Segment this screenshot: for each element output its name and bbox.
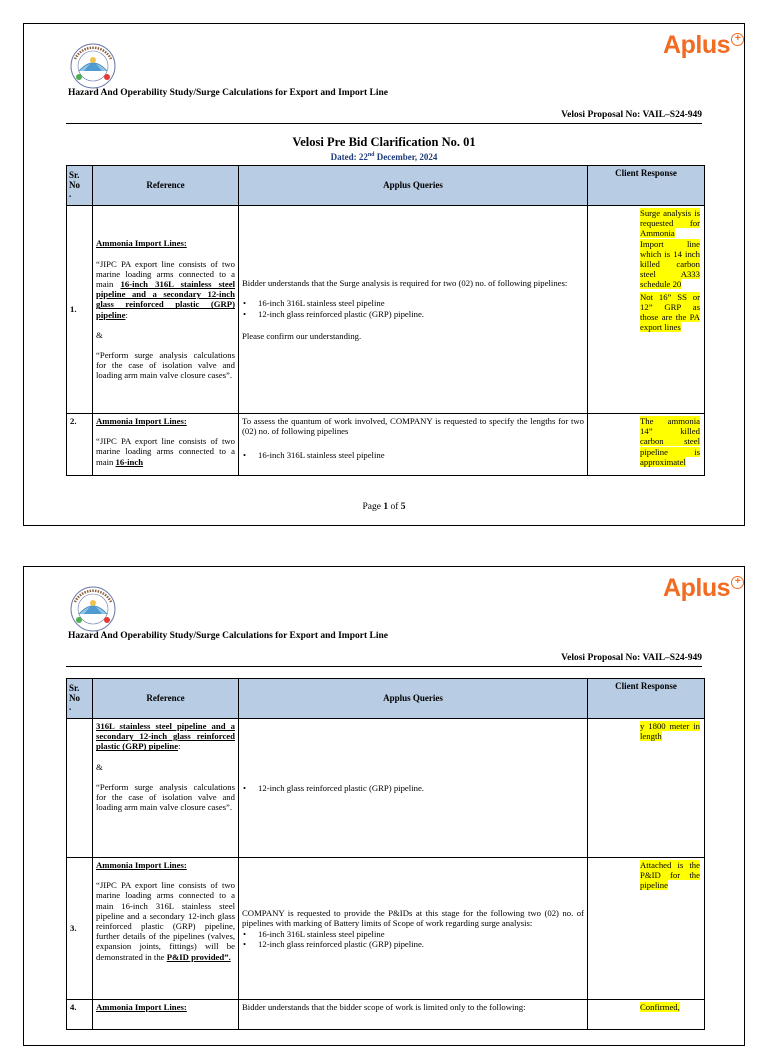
plus-icon: + [731,33,744,46]
queries-header: Applus Queries [239,166,588,206]
list-item: • 16-inch 316L stainless steel pipeline [258,298,584,308]
list-item: • 12-inch glass reinforced plastic (GRP) pipeline. [258,939,584,949]
queries-header: Applus Queries [239,679,588,719]
reference-cell: Ammonia Import Lines: “JIPC PA export line consists of two marine loading arms connected to a main 16-inch 316L stainless steel pipeline and a secondary 12-inch glass reinforced plastic (GRP) pipeline, further details of the pipelines (valves, expansion joints, fittings) will be demonstrated in the P&ID provided”. [93,858,239,1000]
industrial-park-seal-logo [66,584,120,634]
table-row [67,206,705,414]
reference-cell: Ammonia Import Lines: “JIPC PA export line consists of two marine loading arms connected to a main 16-inch [93,414,239,476]
row-number: 3. [67,858,93,1000]
clarification-date: Dated: 22nd December, 2024 [330,152,438,162]
list-item: • 12-inch glass reinforced plastic (GRP) pipeline. [258,783,584,793]
reference-cell: Ammonia Import Lines: [93,1000,239,1030]
query-cell: Bidder understands that the bidder scope of work is limited only to the following: [239,1000,588,1030]
document-page-2 [23,566,745,1046]
clarification-table [66,165,705,476]
clarification-table [66,678,705,1030]
list-item: • 16-inch 316L stainless steel pipeline [258,450,584,460]
sr-no-header: Sr. No . [67,166,93,206]
table-row [67,414,705,476]
table-row [67,719,705,858]
query-list [242,298,584,318]
list-item: • 12-inch glass reinforced plastic (GRP) pipeline. [258,309,584,319]
document-title: Hazard And Operability Study/Surge Calculations for Export and Import Line [68,88,388,98]
client-response-header: Client Response [588,679,705,719]
row-number: 2. [67,414,93,476]
ref-heading: Ammonia Import Lines: [96,238,187,249]
document-page-1 [23,23,745,526]
query-cell: COMPANY is requested to provide the P&IDs at this stage for the following two (02) no. of pipelines with marking of Battery limits of Scope of work regarding surge analysis: • 16-inch 316L stainless steel pipeline • 12-inch glass reinforced plastic (GRP) pipeline. [239,858,588,1000]
reference-header: Reference [93,166,239,206]
proposal-number: Velosi Proposal No: VAIL–S24-949 [561,653,702,663]
list-item: • 16-inch 316L stainless steel pipeline [258,929,584,939]
page-footer: Page 1 of 5 [362,502,406,512]
header-divider [66,123,702,124]
row-number: 1. [67,206,93,414]
sr-no-header: Sr. No . [67,679,93,719]
reference-cell: 316L stainless steel pipeline and a secondary 12-inch glass reinforced plastic (GRP) pipeline: & “Perform surge analysis calculations for the case of isolation valve and loading arm main valve closure cases”. [93,719,239,858]
query-cell [239,719,588,858]
row-number [67,719,93,858]
table-header-row [67,166,705,206]
response-cell: Confirmed, [588,1000,705,1030]
row-number: 4. [67,1000,93,1030]
reference-header: Reference [93,679,239,719]
response-cell: Attached is the P&ID for the pipeline [588,858,705,1000]
table-row [67,1000,705,1030]
query-cell: Bidder understands that the Surge analysis is required for two (02) no. of following pipelines: • 16-inch 316L stainless steel pipeline • 12-inch glass reinforced plastic (GRP) pipeline. Please confirm our understanding. [239,206,588,414]
table-header-row [67,679,705,719]
reference-cell: Ammonia Import Lines: “JIPC PA export line consists of two marine loading arms connected to a main 16-inch 316L stainless steel pipeline and a secondary 12-inch glass reinforced plastic (GRP) pipeline: & “Perform surge analysis calculations for the case of isolation valve and loading arm main valve closure cases”. [93,206,239,414]
plus-icon: + [731,576,744,589]
response-cell: Surge analysis is requested for Ammonia Import line which is 14 inch killed carbon steel A333 schedule 20 Not 16” SS or 12” GRP as those are the PA export lines [588,206,705,414]
document-title: Hazard And Operability Study/Surge Calculations for Export and Import Line [68,631,388,641]
response-cell: The ammonia 14” killed carbon steel pipeline is approximatel [588,414,705,476]
table-row [67,858,705,1000]
applus-logo: Aplus + [663,31,730,60]
client-response-header: Client Response [588,166,705,206]
query-cell: To assess the quantum of work involved, COMPANY is requested to specify the lengths for two (02) no. of following pipelines • 16-inch 316L stainless steel pipeline [239,414,588,476]
proposal-number: Velosi Proposal No: VAIL–S24-949 [561,110,702,120]
response-cell: y 1800 meter in length [588,719,705,858]
header-divider [66,666,702,667]
clarification-title: Velosi Pre Bid Clarification No. 01 [292,135,476,149]
applus-logo: Aplus + [663,574,730,603]
industrial-park-seal-logo [66,41,120,91]
